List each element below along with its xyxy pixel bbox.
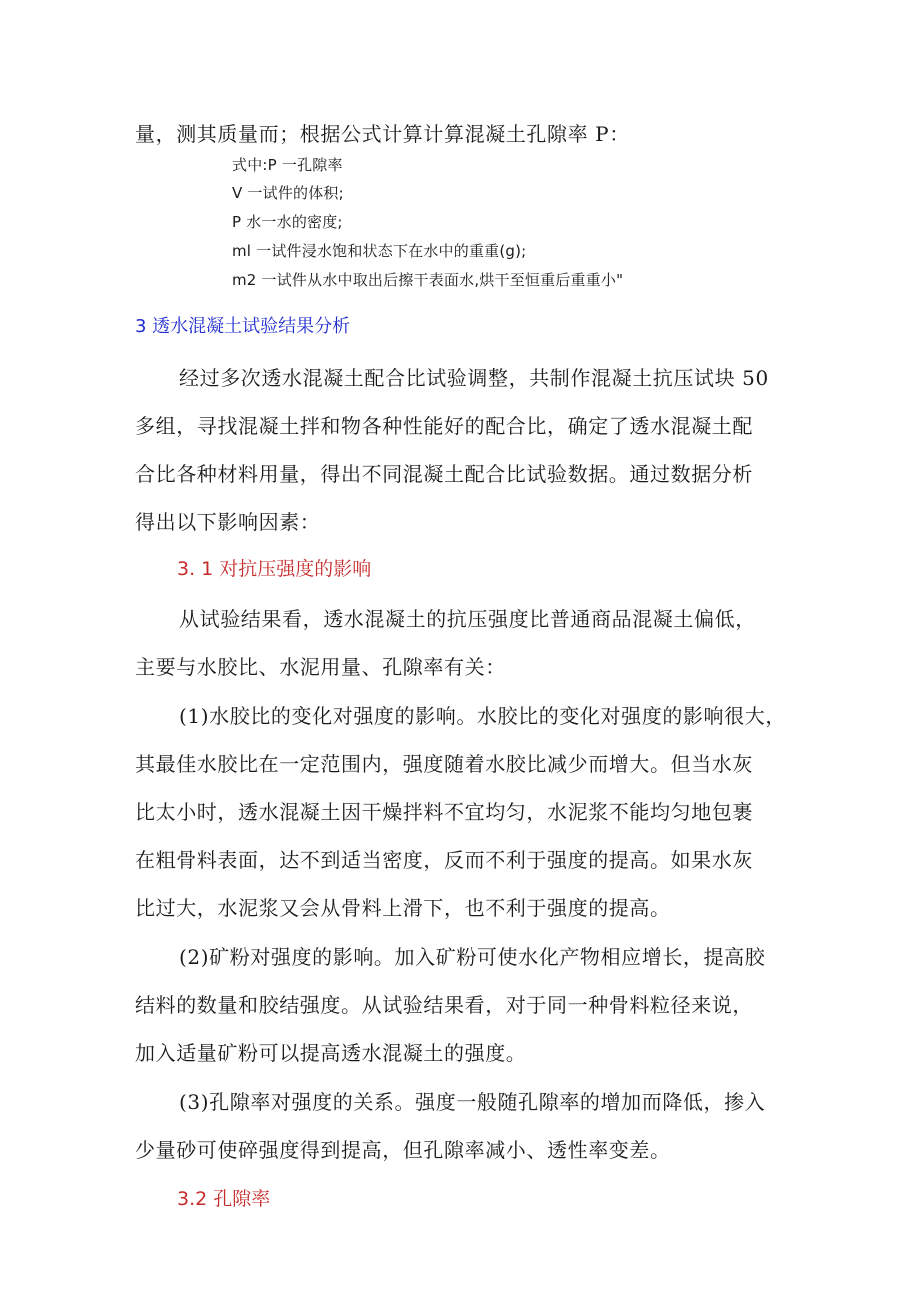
section-3-line-3: 合比各种材料用量，得出不同混凝土配合比试验数据。通过数据分析 [135,462,753,486]
item-2-line-1: (2)矿粉对强度的影响。加入矿粉可使水化产物相应增长，提高胶 [179,945,766,969]
item-1-line-1: (1)水胶比的变化对强度的影响。水胶比的变化对强度的影响很大， [179,704,786,728]
item-2-line-2: 结料的数量和胶结强度。从试验结果看，对于同一种骨料粒径来说， [135,993,753,1017]
section-3-1-intro-2: 主要与水胶比、水泥用量、孔隙率有关： [135,655,506,679]
section-3-1-intro-1: 从试验结果看，透水混凝土的抗压强度比普通商品混凝土偏低， [179,607,756,631]
item-1-line-2: 其最佳水胶比在一定范围内，强度随着水胶比减少而增大。但当水灰 [135,752,753,776]
definition-p: 式中:P 一孔隙率 [232,156,343,174]
item-1-line-3: 比太小时，透水混凝土因干燥拌料不宜均匀，水泥浆不能均匀地包裹 [135,800,753,824]
section-3-heading: 3 透水混凝土试验结果分析 [135,316,351,337]
section-3-1-heading: 3. 1 对抗压强度的影响 [177,558,372,580]
item-1-line-5: 比过大，水泥浆又会从骨料上滑下，也不利于强度的提高。 [135,896,671,920]
definition-m1: ml 一试件浸水饱和状态下在水中的重重(g); [232,242,527,260]
definition-v: V 一试件的体积; [232,184,344,202]
item-3-line-1: (3)孔隙率对强度的关系。强度一般随孔隙率的增加而降低，掺入 [179,1090,766,1114]
item-1-line-4: 在粗骨料表面，达不到适当密度，反而不利于强度的提高。如果水灰 [135,848,753,872]
section-3-line-4: 得出以下影响因素： [135,510,321,534]
section-3-line-1: 经过多次透水混凝土配合比试验调整，共制作混凝土抗压试块 50 [179,366,769,390]
definition-water-density: P 水一水的密度; [232,213,343,231]
item-2-line-3: 加入适量矿粉可以提高透水混凝土的强度。 [135,1041,527,1065]
item-3-line-2: 少量砂可使碎强度得到提高，但孔隙率减小、透性率变差。 [135,1138,671,1162]
section-3-line-2: 多组，寻找混凝土拌和物各种性能好的配合比，确定了透水混凝土配 [135,414,753,438]
section-3-2-heading: 3.2 孔隙率 [177,1188,271,1210]
definition-m2: m2 一试件从水中取出后擦干表面水,烘干至恒重后重重小" [232,271,624,289]
paragraph-top: 量，测其质量而；根据公式计算计算混凝土孔隙率 P： [135,122,630,146]
